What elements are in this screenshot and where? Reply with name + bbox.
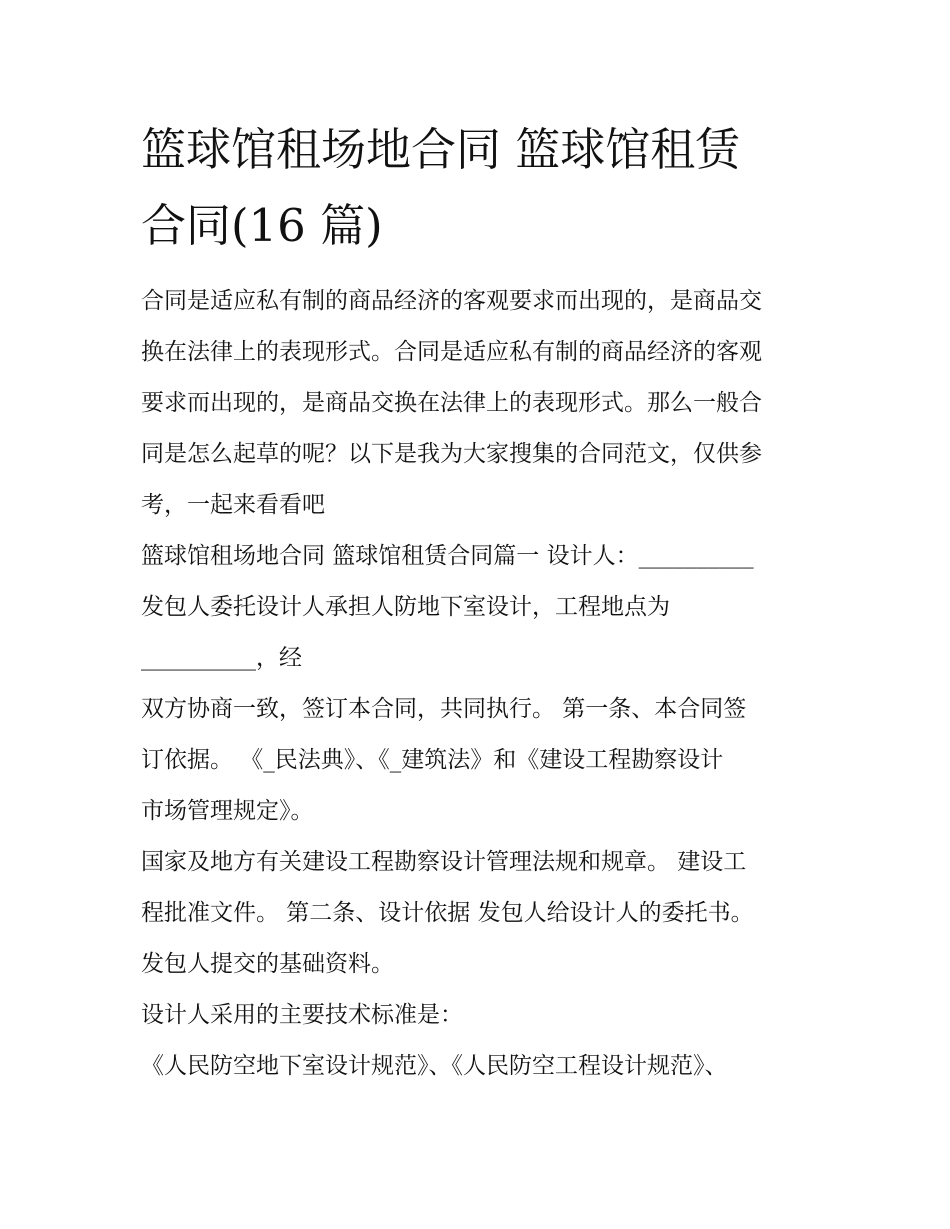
title-line-2: 合同(16 篇) xyxy=(141,199,383,252)
body-line: 发包人委托设计人承担人防地下室设计，工程地点为 xyxy=(141,594,670,620)
document-title xyxy=(141,112,821,264)
body-line: 换在法律上的表现形式。合同是适应私有制的商品经济的客观 xyxy=(141,339,762,365)
body-line: 订依据。 《_民法典》、《_建筑法》和《建设工程勘察设计 xyxy=(141,747,724,773)
body-line: __________，经 xyxy=(141,645,302,671)
body-line: 合同是适应私有制的商品经济的客观要求而出现的，是商品交 xyxy=(141,288,762,314)
body-line: 双方协商一致，签订本合同，共同执行。 第一条、本合同签 xyxy=(141,696,747,722)
document-body xyxy=(141,276,813,1092)
body-line: 同是怎么起草的呢？以下是我为大家搜集的合同范文，仅供参 xyxy=(141,441,762,467)
body-line: 市场管理规定》。 xyxy=(141,798,314,824)
body-line: 设计人采用的主要技术标准是： xyxy=(141,1002,463,1028)
body-line: 篮球馆租场地合同 篮球馆租赁合同篇一 设计人：__________ xyxy=(141,543,754,569)
body-line: 要求而出现的，是商品交换在法律上的表现形式。那么一般合 xyxy=(141,390,762,416)
body-line: 考，一起来看看吧 xyxy=(141,492,325,518)
body-line: 国家及地方有关建设工程勘察设计管理法规和规章。 建设工 xyxy=(141,849,747,875)
title-line-1: 篮球馆租场地合同 篮球馆租赁 xyxy=(141,123,741,176)
body-line: 发包人提交的基础资料。 xyxy=(141,951,394,977)
body-line: 程批准文件。 第二条、设计依据 发包人给设计人的委托书。 xyxy=(141,900,754,926)
body-line: 《人民防空地下室设计规范》、《人民防空工程设计规范》、 xyxy=(141,1053,728,1079)
